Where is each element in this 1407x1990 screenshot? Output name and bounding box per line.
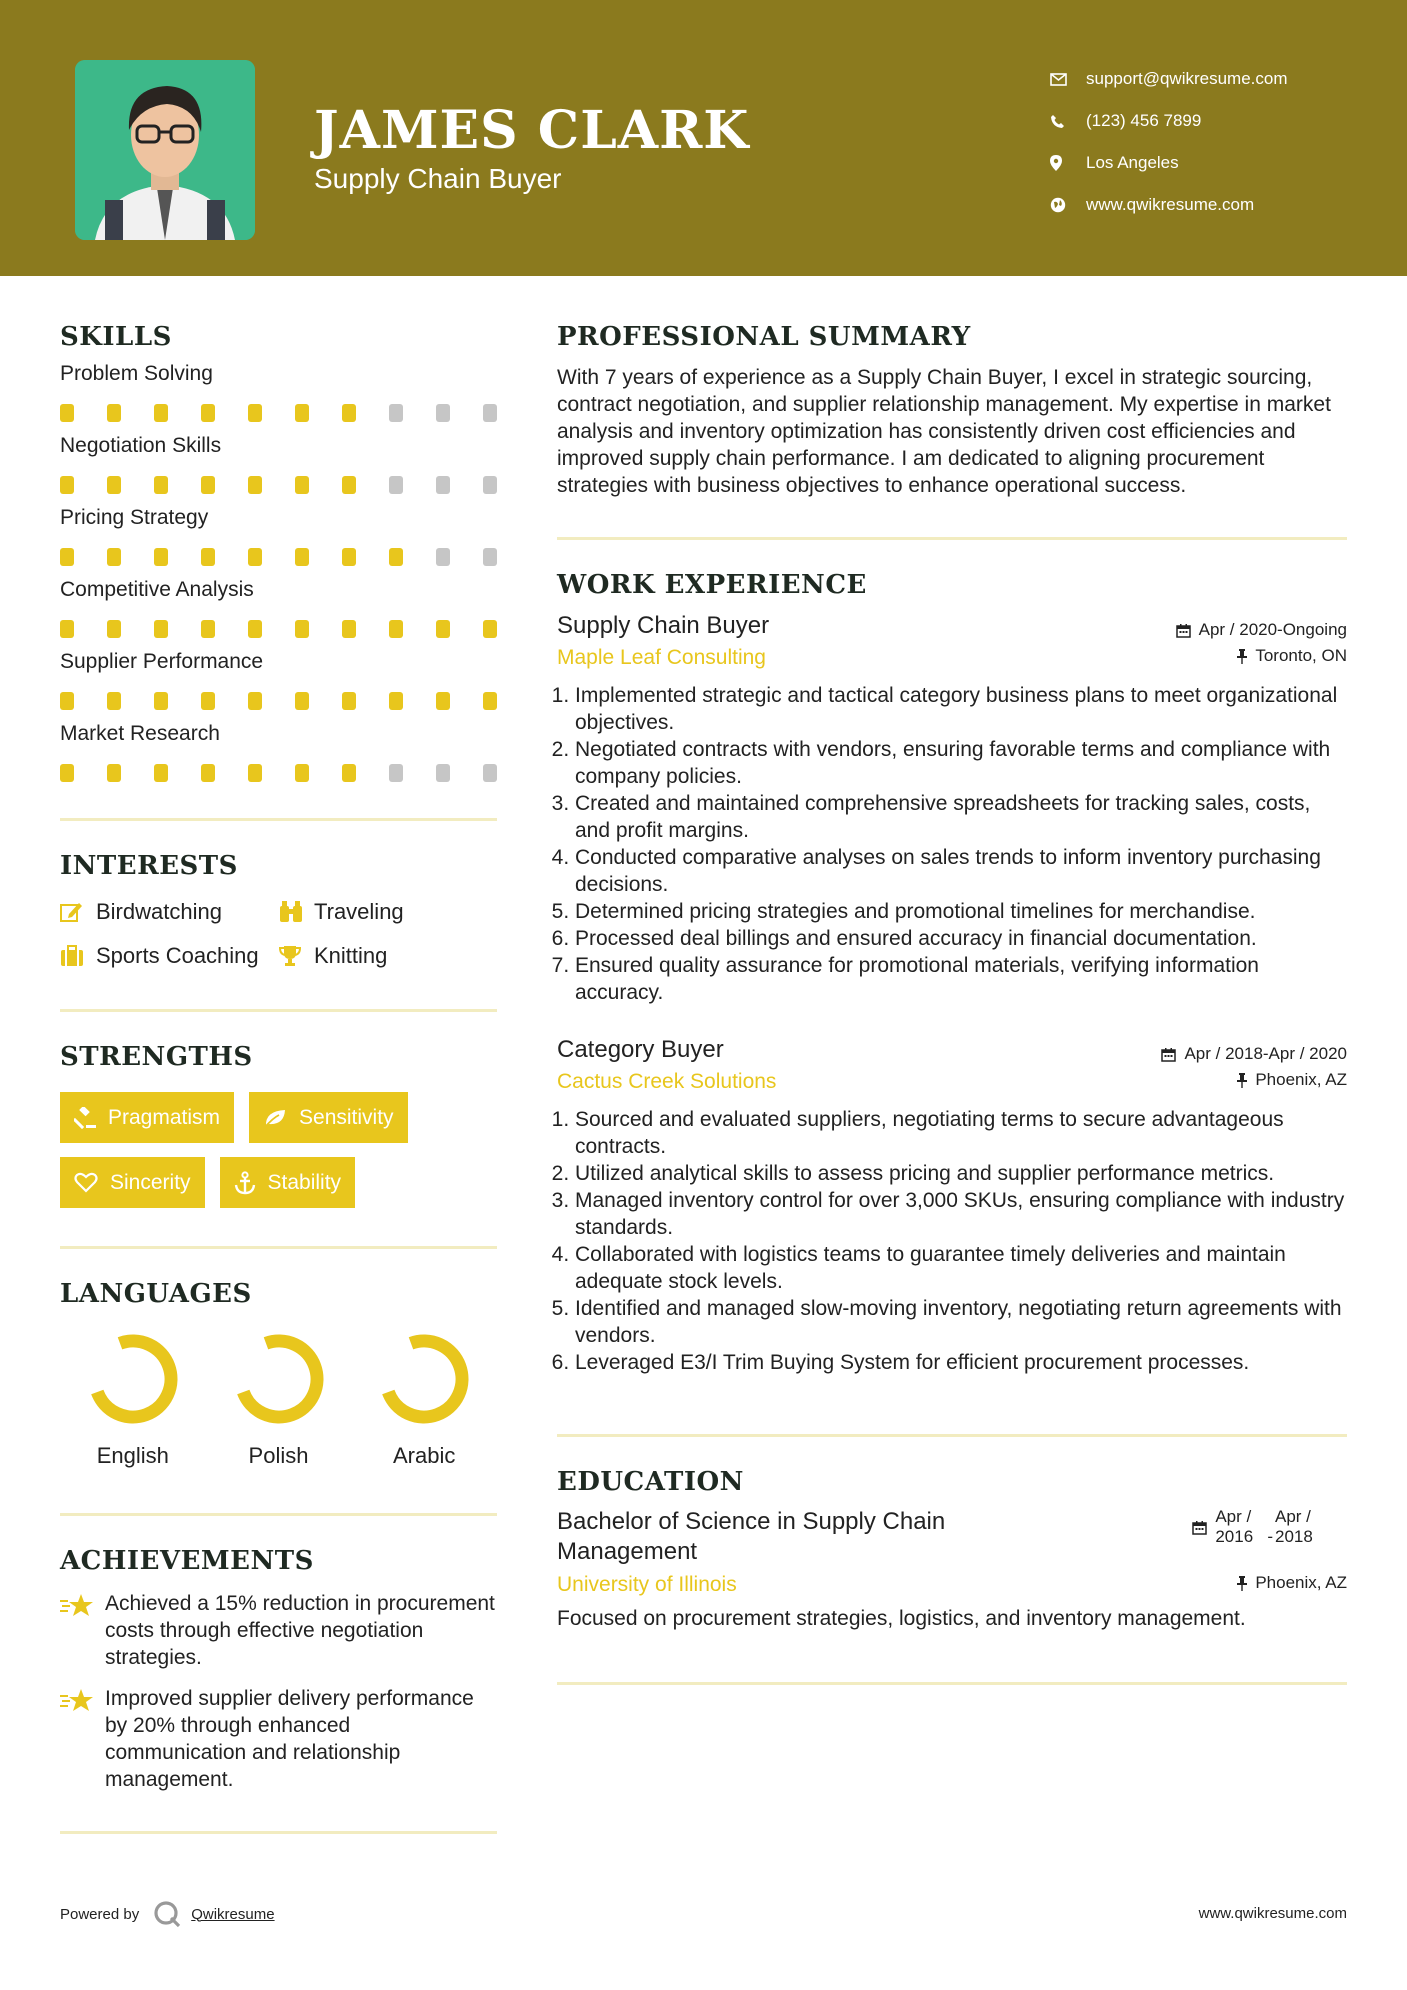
interest-label: Traveling (314, 899, 404, 924)
right-column (557, 322, 1347, 1685)
skill-rating (60, 764, 497, 784)
skill-dot-filled (436, 692, 450, 710)
phone-icon (1050, 114, 1086, 129)
achievement-item (60, 1685, 497, 1793)
resume-header (0, 0, 1407, 276)
skill-dot-filled (248, 692, 262, 710)
powered-by-label: Powered by (60, 1905, 140, 1923)
language-item (351, 1331, 497, 1469)
skill-dot-empty (483, 764, 497, 782)
footer-website[interactable]: www.qwikresume.com (1198, 1905, 1347, 1922)
experience-heading: WORK EXPERIENCE (557, 570, 867, 600)
interests-heading: INTERESTS (60, 851, 238, 881)
skills-heading: SKILLS (60, 322, 172, 352)
skill-dot-filled (248, 476, 262, 494)
skill-dot-filled (483, 692, 497, 710)
education-description: Focused on procurement strategies, logistics, and inventory management. (557, 1607, 1246, 1630)
strengths-list (60, 1092, 497, 1208)
skill-dot-filled (295, 620, 309, 638)
job-subheader (557, 1070, 1347, 1094)
interest-label: Knitting (314, 943, 388, 968)
skill-rating (60, 404, 497, 424)
skill-dot-empty (389, 764, 403, 782)
skill-dot-filled (248, 404, 262, 422)
company-name: Cactus Creek Solutions (557, 1070, 777, 1093)
skill-dot-empty (436, 764, 450, 782)
skill-dot-filled (107, 620, 121, 638)
skill-name: Pricing Strategy (60, 506, 209, 529)
job-header (557, 1036, 1347, 1064)
education-location-text: Phoenix, AZ (1255, 1573, 1347, 1592)
skill-dot-filled (483, 620, 497, 638)
job-title: Supply Chain Buyer (557, 612, 770, 639)
left-column (60, 322, 497, 1834)
pushpin-icon (1237, 1576, 1247, 1591)
skill-name: Supplier Performance (60, 650, 264, 673)
job-date (1161, 1044, 1347, 1064)
school-name: University of Illinois (557, 1573, 737, 1596)
strengths-heading: STRENGTHS (60, 1042, 253, 1072)
skill-dot-filled (295, 764, 309, 782)
skill-name: Competitive Analysis (60, 578, 254, 601)
duty-item: 1. Implemented strategic and tactical category business plans to meet organizational objectives. (575, 682, 1347, 736)
skill-rating (60, 548, 497, 568)
duty-item: 2. Negotiated contracts with vendors, ensuring favorable terms and compliance with company policies. (575, 736, 1347, 790)
skill-dot-filled (154, 404, 168, 422)
language-gauge (231, 1331, 327, 1427)
education-subheader (557, 1573, 1347, 1597)
skill-item (60, 434, 497, 496)
job-duties (557, 1106, 1347, 1376)
contact-phone-text: (123) 456 7899 (1086, 111, 1202, 130)
job-title: Category Buyer (557, 1036, 724, 1063)
strength-label: Sincerity (110, 1170, 191, 1194)
job-duties (557, 682, 1347, 1006)
strength-label: Stability (267, 1170, 342, 1194)
skill-rating (60, 620, 497, 640)
skill-dot-filled (60, 476, 74, 494)
contact-email[interactable] (1050, 58, 1288, 100)
qwikresume-logo-icon (153, 1900, 181, 1928)
education-heading: EDUCATION (557, 1467, 744, 1497)
skill-dot-empty (389, 404, 403, 422)
skill-dot-filled (154, 476, 168, 494)
skill-dot-filled (154, 764, 168, 782)
skill-dot-filled (248, 764, 262, 782)
calendar-icon (1176, 623, 1191, 638)
skill-dot-empty (436, 404, 450, 422)
binoculars-icon (278, 900, 314, 924)
skill-dot-empty (389, 476, 403, 494)
section-divider (60, 1246, 497, 1249)
leaf-icon (263, 1108, 287, 1128)
skill-dot-filled (342, 404, 356, 422)
skill-dot-filled (154, 692, 168, 710)
achievement-item (60, 1590, 497, 1671)
interest-label: Sports Coaching (96, 943, 259, 968)
skill-dot-filled (201, 476, 215, 494)
strength-chip (60, 1157, 205, 1208)
contact-phone[interactable] (1050, 100, 1288, 142)
interest-item (60, 899, 278, 925)
job-location-text: Toronto, ON (1255, 646, 1347, 665)
skill-dot-empty (483, 548, 497, 566)
skill-dot-filled (342, 620, 356, 638)
skill-dot-empty (436, 476, 450, 494)
skill-dot-empty (436, 548, 450, 566)
gavel-icon (74, 1107, 96, 1129)
duty-item: 1. Sourced and evaluated suppliers, negotiating terms to secure advantageous contracts. (575, 1106, 1347, 1160)
skill-dot-filled (295, 476, 309, 494)
skill-dot-filled (60, 620, 74, 638)
section-divider (557, 1682, 1347, 1685)
section-divider (557, 537, 1347, 540)
education-entry (557, 1507, 1347, 1632)
company-name: Maple Leaf Consulting (557, 646, 766, 669)
skill-dot-filled (107, 476, 121, 494)
job-subheader (557, 646, 1347, 670)
candidate-title: Supply Chain Buyer (314, 163, 562, 194)
contact-location-text: Los Angeles (1086, 153, 1179, 172)
duty-item: 6. Processed deal billings and ensured accuracy in financial documentation. (575, 925, 1347, 952)
skill-dot-filled (107, 548, 121, 566)
job-header (557, 612, 1347, 640)
skill-item (60, 578, 497, 640)
education-date-separator: - (1267, 1527, 1273, 1546)
job-entry (557, 612, 1347, 1006)
interests-list (60, 899, 497, 969)
contact-website[interactable] (1050, 184, 1288, 226)
language-level-arc (97, 1341, 171, 1417)
strength-label: Sensitivity (299, 1105, 394, 1129)
candidate-name: JAMES CLARK (314, 100, 750, 161)
education-date (1192, 1507, 1317, 1547)
interest-label: Birdwatching (96, 899, 222, 924)
job-date (1176, 620, 1347, 640)
anchor-icon (234, 1171, 256, 1195)
skill-dot-filled (201, 620, 215, 638)
skill-dot-filled (389, 548, 403, 566)
education-location (1237, 1573, 1347, 1593)
skill-rating (60, 692, 497, 712)
duty-item: 5. Identified and managed slow-moving inventory, negotiating return agreements with vendors. (575, 1295, 1347, 1349)
skill-dot-filled (201, 404, 215, 422)
map-pin-icon (1050, 155, 1086, 171)
language-gauge (376, 1331, 472, 1427)
language-name: English (96, 1443, 169, 1468)
profile-photo (75, 60, 255, 240)
achievements-heading: ACHIEVEMENTS (60, 1546, 314, 1576)
strength-chip (60, 1092, 234, 1143)
calendar-icon (1161, 1047, 1176, 1062)
shooting-star-icon (60, 1685, 105, 1793)
section-divider (60, 1513, 497, 1516)
duty-item: 4. Collaborated with logistics teams to guarantee timely deliveries and maintain adequate stock levels. (575, 1241, 1347, 1295)
language-name: Arabic (393, 1443, 456, 1468)
skill-dot-filled (201, 692, 215, 710)
job-location (1237, 1070, 1347, 1090)
skill-name: Negotiation Skills (60, 434, 222, 457)
job-date-text: Apr / 2020-Ongoing (1198, 620, 1347, 639)
job-date-text: Apr / 2018-Apr / 2020 (1184, 1044, 1347, 1063)
interest-item (60, 943, 278, 969)
summary-heading: PROFESSIONAL SUMMARY (557, 322, 971, 352)
skills-list (60, 362, 497, 784)
skill-dot-filled (295, 692, 309, 710)
heart-icon (74, 1172, 98, 1193)
pushpin-icon (1237, 1073, 1247, 1088)
skill-dot-filled (154, 548, 168, 566)
skill-dot-filled (201, 548, 215, 566)
skill-item (60, 362, 497, 424)
strength-chip (249, 1092, 408, 1143)
skill-dot-filled (154, 620, 168, 638)
job-entry (557, 1036, 1347, 1376)
shooting-star-icon (60, 1590, 105, 1671)
skill-dot-filled (436, 620, 450, 638)
language-name: Polish (248, 1443, 309, 1468)
skill-rating (60, 476, 497, 496)
achievement-text: Improved supplier delivery performance by 20% through enhanced communication and relationship management. (105, 1687, 474, 1791)
skill-item (60, 722, 497, 784)
achievement-text: Achieved a 15% reduction in procurement costs through effective negotiation strategies. (105, 1592, 495, 1669)
skill-dot-filled (60, 548, 74, 566)
interest-item (278, 943, 478, 969)
skill-dot-filled (342, 476, 356, 494)
footer-powered-by (60, 1900, 275, 1928)
strength-chip (220, 1157, 356, 1208)
duty-item: 3. Created and maintained comprehensive spreadsheets for tracking sales, costs, and profit margins. (575, 790, 1347, 844)
skill-dot-filled (201, 764, 215, 782)
duty-item: 7. Ensured quality assurance for promotional materials, verifying information accuracy. (575, 952, 1347, 1006)
skill-dot-empty (483, 404, 497, 422)
skill-dot-filled (107, 764, 121, 782)
skill-dot-filled (389, 692, 403, 710)
skill-item (60, 650, 497, 712)
pushpin-icon (1237, 649, 1247, 664)
contact-email-text: support@qwikresume.com (1086, 69, 1288, 88)
education-header (557, 1507, 1347, 1567)
skill-dot-filled (295, 548, 309, 566)
strength-label: Pragmatism (108, 1105, 221, 1129)
skill-dot-filled (342, 548, 356, 566)
skill-dot-filled (60, 692, 74, 710)
languages-heading: LANGUAGES (60, 1279, 252, 1309)
qwikresume-link[interactable]: Qwikresume (191, 1905, 275, 1923)
job-location (1237, 646, 1347, 666)
pencil-square-icon (60, 901, 96, 923)
duty-item: 6. Leveraged E3/I Trim Buying System for efficient procurement processes. (575, 1349, 1347, 1376)
skill-name: Problem Solving (60, 362, 213, 385)
interest-item (278, 899, 478, 925)
duty-item: 5. Determined pricing strategies and promotional timelines for merchandise. (575, 898, 1347, 925)
section-divider (60, 818, 497, 821)
skill-dot-filled (342, 764, 356, 782)
skill-dot-filled (342, 692, 356, 710)
education-date-start: Apr / 2016 (1215, 1507, 1254, 1546)
skill-dot-filled (389, 620, 403, 638)
contact-location (1050, 142, 1288, 184)
education-date-end: Apr / 2018 (1275, 1507, 1313, 1546)
skill-dot-filled (248, 548, 262, 566)
briefcase-icon (60, 945, 96, 967)
languages-list (60, 1331, 497, 1469)
section-divider (60, 1831, 497, 1834)
trophy-icon (278, 945, 314, 967)
language-gauge (85, 1331, 181, 1427)
globe-icon (1050, 197, 1086, 213)
language-level-arc (243, 1341, 317, 1417)
duty-item: 2. Utilized analytical skills to assess pricing and supplier performance metrics. (575, 1160, 1347, 1187)
degree-name: Bachelor of Science in Supply Chain Management (557, 1508, 946, 1565)
skill-item (60, 506, 497, 568)
skill-dot-filled (107, 404, 121, 422)
section-divider (557, 1434, 1347, 1437)
section-divider (60, 1009, 497, 1012)
job-location-text: Phoenix, AZ (1255, 1070, 1347, 1089)
language-item (60, 1331, 206, 1469)
skill-dot-filled (60, 404, 74, 422)
skill-name: Market Research (60, 722, 220, 745)
contact-website-text: www.qwikresume.com (1086, 195, 1255, 214)
skill-dot-empty (483, 476, 497, 494)
envelope-icon (1050, 73, 1086, 86)
skill-dot-filled (60, 764, 74, 782)
skill-dot-filled (295, 404, 309, 422)
skill-dot-filled (248, 620, 262, 638)
language-level-arc (388, 1341, 462, 1417)
contact-list (1050, 58, 1288, 226)
skill-dot-filled (107, 692, 121, 710)
language-item (206, 1331, 352, 1469)
duty-item: 3. Managed inventory control for over 3,000 SKUs, ensuring compliance with industry standards. (575, 1187, 1347, 1241)
summary-text: With 7 years of experience as a Supply Chain Buyer, I excel in strategic sourcing, contract negotiation, and supplier relationship management. My expertise in market analysis and inventory optimization has consistently driven cost efficiencies and improved supply chain performance. I am dedicated to aligning procurement strategies with business objectives to enhance operational success. (557, 366, 1331, 497)
duty-item: 4. Conducted comparative analyses on sales trends to inform inventory purchasing decisions. (575, 844, 1347, 898)
calendar-icon (1192, 1520, 1207, 1535)
